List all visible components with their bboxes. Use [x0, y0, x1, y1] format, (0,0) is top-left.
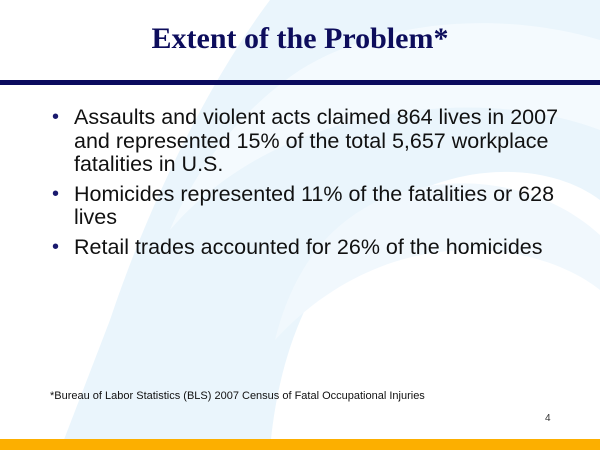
bullet-icon: •	[52, 235, 60, 258]
bullet-text: Assaults and violent acts claimed 864 lives in 2007 and represented 15% of the total 5,657 workplace fatalities in U.S.	[74, 105, 559, 176]
bullet-icon: •	[52, 106, 60, 128]
bottom-accent-bar	[0, 439, 600, 450]
page-number: 4	[545, 413, 551, 424]
bullet-item	[50, 236, 570, 260]
bullet-text: Homicides represented 11% of the fatalities or 628 lives	[74, 181, 555, 229]
bullet-item	[50, 183, 570, 230]
bullet-list	[50, 106, 570, 265]
title-divider	[0, 80, 600, 85]
bullet-text: Retail trades accounted for 26% of the homicides	[74, 234, 543, 259]
bullet-item	[50, 106, 570, 177]
source-footnote: *Bureau of Labor Statistics (BLS) 2007 Census of Fatal Occupational Injuries	[50, 390, 425, 402]
bullet-icon: •	[52, 182, 60, 205]
slide-title: Extent of the Problem*	[151, 22, 449, 55]
